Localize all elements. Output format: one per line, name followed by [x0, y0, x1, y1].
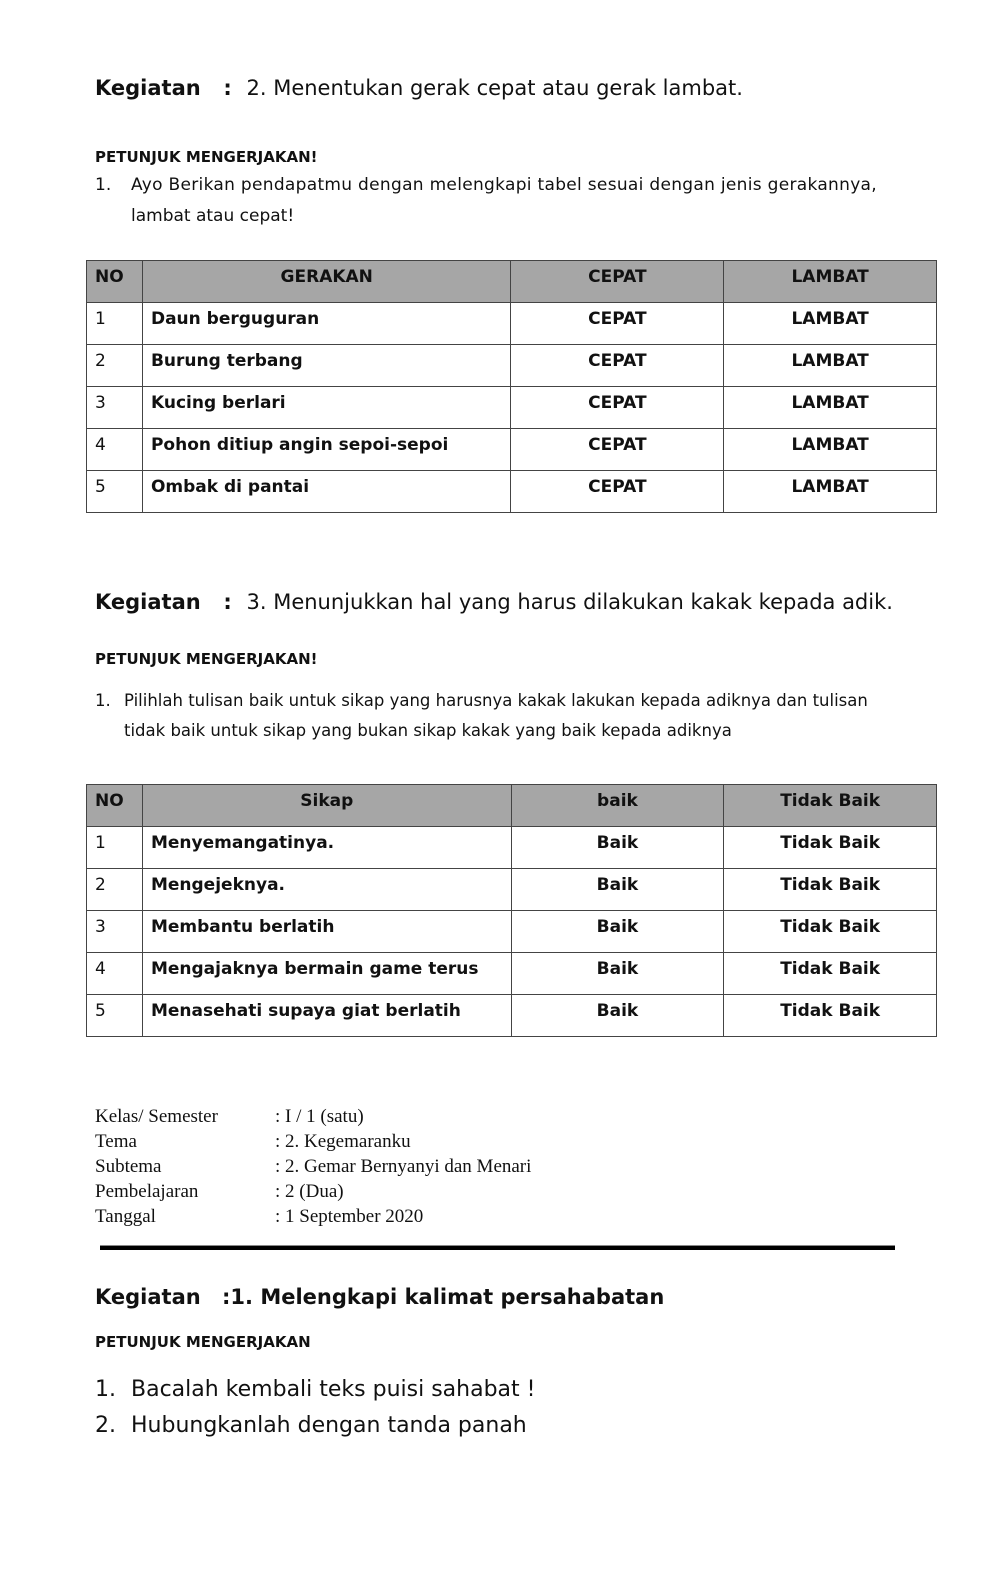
column-header: baik: [511, 785, 724, 827]
choice-option-a[interactable]: Baik: [511, 869, 724, 911]
choice-option-b[interactable]: Tidak Baik: [724, 953, 937, 995]
row-item: Burung terbang: [142, 345, 511, 387]
info-value: : I / 1 (satu): [275, 1106, 364, 1127]
table-row: [87, 387, 937, 429]
choice-option-a[interactable]: Baik: [511, 953, 724, 995]
row-number: 2: [87, 345, 143, 387]
instruction-line: tidak baik untuk sikap yang bukan sikap kakak yang baik kepada adiknya: [124, 721, 732, 740]
row-item: Mengejeknya.: [142, 869, 511, 911]
info-value: : 1 September 2020: [275, 1206, 424, 1227]
table-row: [87, 429, 937, 471]
choice-option-b[interactable]: LAMBAT: [724, 345, 937, 387]
table-row: [87, 827, 937, 869]
kegiatan-1-heading: [95, 1285, 664, 1309]
column-header: NO: [87, 261, 143, 303]
lesson-info: [95, 1104, 531, 1229]
info-label: Tanggal: [95, 1206, 156, 1227]
row-item: Pohon ditiup angin sepoi-sepoi: [142, 429, 511, 471]
column-header: Tidak Baik: [724, 785, 937, 827]
row-item: Mengajaknya bermain game terus: [142, 953, 511, 995]
row-number: 1: [87, 827, 143, 869]
kegiatan-2-heading: [95, 76, 743, 100]
table-row: [87, 911, 937, 953]
info-label: Pembelajaran: [95, 1181, 199, 1202]
row-item: Membantu berlatih: [142, 911, 511, 953]
choice-option-a[interactable]: CEPAT: [511, 345, 724, 387]
choice-option-a[interactable]: Baik: [511, 995, 724, 1037]
row-item: Menasehati supaya giat berlatih: [142, 995, 511, 1037]
instruction-item: [95, 1408, 535, 1444]
kegiatan-3-heading: [95, 590, 893, 614]
table-row: [87, 303, 937, 345]
table-row: [87, 345, 937, 387]
info-row: [95, 1129, 531, 1154]
table-row: [87, 953, 937, 995]
instruction-number: 1.: [95, 691, 111, 710]
choice-option-b[interactable]: Tidak Baik: [724, 869, 937, 911]
instruction-item: [95, 1372, 535, 1408]
choice-option-a[interactable]: CEPAT: [511, 471, 724, 513]
info-row: [95, 1104, 531, 1129]
choice-option-a[interactable]: CEPAT: [511, 387, 724, 429]
info-row: [95, 1179, 531, 1204]
instruction: [95, 686, 975, 746]
table-row: [87, 869, 937, 911]
kegiatan-title: 3. Menunjukkan hal yang harus dilakukan kakak kepada adik.: [246, 590, 893, 614]
kegiatan-label: Kegiatan: [95, 1285, 201, 1309]
row-number: 1: [87, 303, 143, 345]
column-header: LAMBAT: [724, 261, 937, 303]
instruction-line: Pilihlah tulisan baik untuk sikap yang harusnya kakak lakukan kepada adiknya dan tulisan: [124, 691, 868, 710]
petunjuk-heading: PETUNJUK MENGERJAKAN: [95, 1333, 311, 1351]
instruction-number: 2.: [95, 1413, 116, 1438]
choice-option-a[interactable]: CEPAT: [511, 429, 724, 471]
row-number: 4: [87, 429, 143, 471]
row-number: 2: [87, 869, 143, 911]
info-value: : 2 (Dua): [275, 1181, 344, 1202]
instruction-text: Hubungkanlah dengan tanda panah: [131, 1413, 527, 1438]
row-number: 5: [87, 995, 143, 1037]
choice-option-b[interactable]: LAMBAT: [724, 429, 937, 471]
column-header: GERAKAN: [142, 261, 511, 303]
column-header: NO: [87, 785, 143, 827]
row-number: 5: [87, 471, 143, 513]
divider: [100, 1245, 895, 1250]
row-item: Daun berguguran: [142, 303, 511, 345]
colon: :: [223, 76, 232, 100]
info-label: Subtema: [95, 1156, 162, 1177]
choice-option-b[interactable]: LAMBAT: [724, 387, 937, 429]
info-row: [95, 1154, 531, 1179]
column-header: CEPAT: [511, 261, 724, 303]
row-number: 4: [87, 953, 143, 995]
row-number: 3: [87, 911, 143, 953]
info-row: [95, 1204, 531, 1229]
table-row: [87, 471, 937, 513]
row-item: Kucing berlari: [142, 387, 511, 429]
table-row: [87, 995, 937, 1037]
kegiatan-label: Kegiatan: [95, 590, 201, 614]
header-row: [87, 785, 937, 827]
choice-option-b[interactable]: Tidak Baik: [724, 827, 937, 869]
row-item: Ombak di pantai: [142, 471, 511, 513]
instruction-text: Bacalah kembali teks puisi sahabat !: [131, 1377, 536, 1402]
info-value: : 2. Gemar Bernyanyi dan Menari: [275, 1156, 532, 1177]
choice-option-b[interactable]: Tidak Baik: [724, 911, 937, 953]
row-number: 3: [87, 387, 143, 429]
row-item: Menyemangatinya.: [142, 827, 511, 869]
kegiatan-label: Kegiatan: [95, 76, 201, 100]
petunjuk-heading: PETUNJUK MENGERJAKAN!: [95, 650, 318, 668]
choice-option-a[interactable]: Baik: [511, 911, 724, 953]
sikap-table: [86, 784, 937, 1037]
choice-option-b[interactable]: Tidak Baik: [724, 995, 937, 1037]
info-label: Kelas/ Semester: [95, 1106, 218, 1127]
choice-option-b[interactable]: LAMBAT: [724, 471, 937, 513]
instruction: [95, 170, 955, 232]
instruction-number: 1.: [95, 175, 112, 195]
choice-option-b[interactable]: LAMBAT: [724, 303, 937, 345]
choice-option-a[interactable]: CEPAT: [511, 303, 724, 345]
header-row: [87, 261, 937, 303]
instruction-line: Ayo Berikan pendapatmu dengan melengkapi tabel sesuai dengan jenis gerakannya,: [131, 175, 877, 195]
info-value: : 2. Kegemaranku: [275, 1131, 411, 1152]
kegiatan-title: :1. Melengkapi kalimat persahabatan: [222, 1285, 665, 1309]
petunjuk-heading: PETUNJUK MENGERJAKAN!: [95, 148, 318, 166]
choice-option-a[interactable]: Baik: [511, 827, 724, 869]
instruction-number: 1.: [95, 1377, 116, 1402]
colon: :: [223, 590, 232, 614]
instruction-list: [95, 1372, 535, 1444]
gerakan-table: [86, 260, 937, 513]
kegiatan-title: 2. Menentukan gerak cepat atau gerak lambat.: [246, 76, 743, 100]
info-label: Tema: [95, 1131, 137, 1152]
instruction-line: lambat atau cepat!: [131, 206, 295, 226]
column-header: Sikap: [142, 785, 511, 827]
